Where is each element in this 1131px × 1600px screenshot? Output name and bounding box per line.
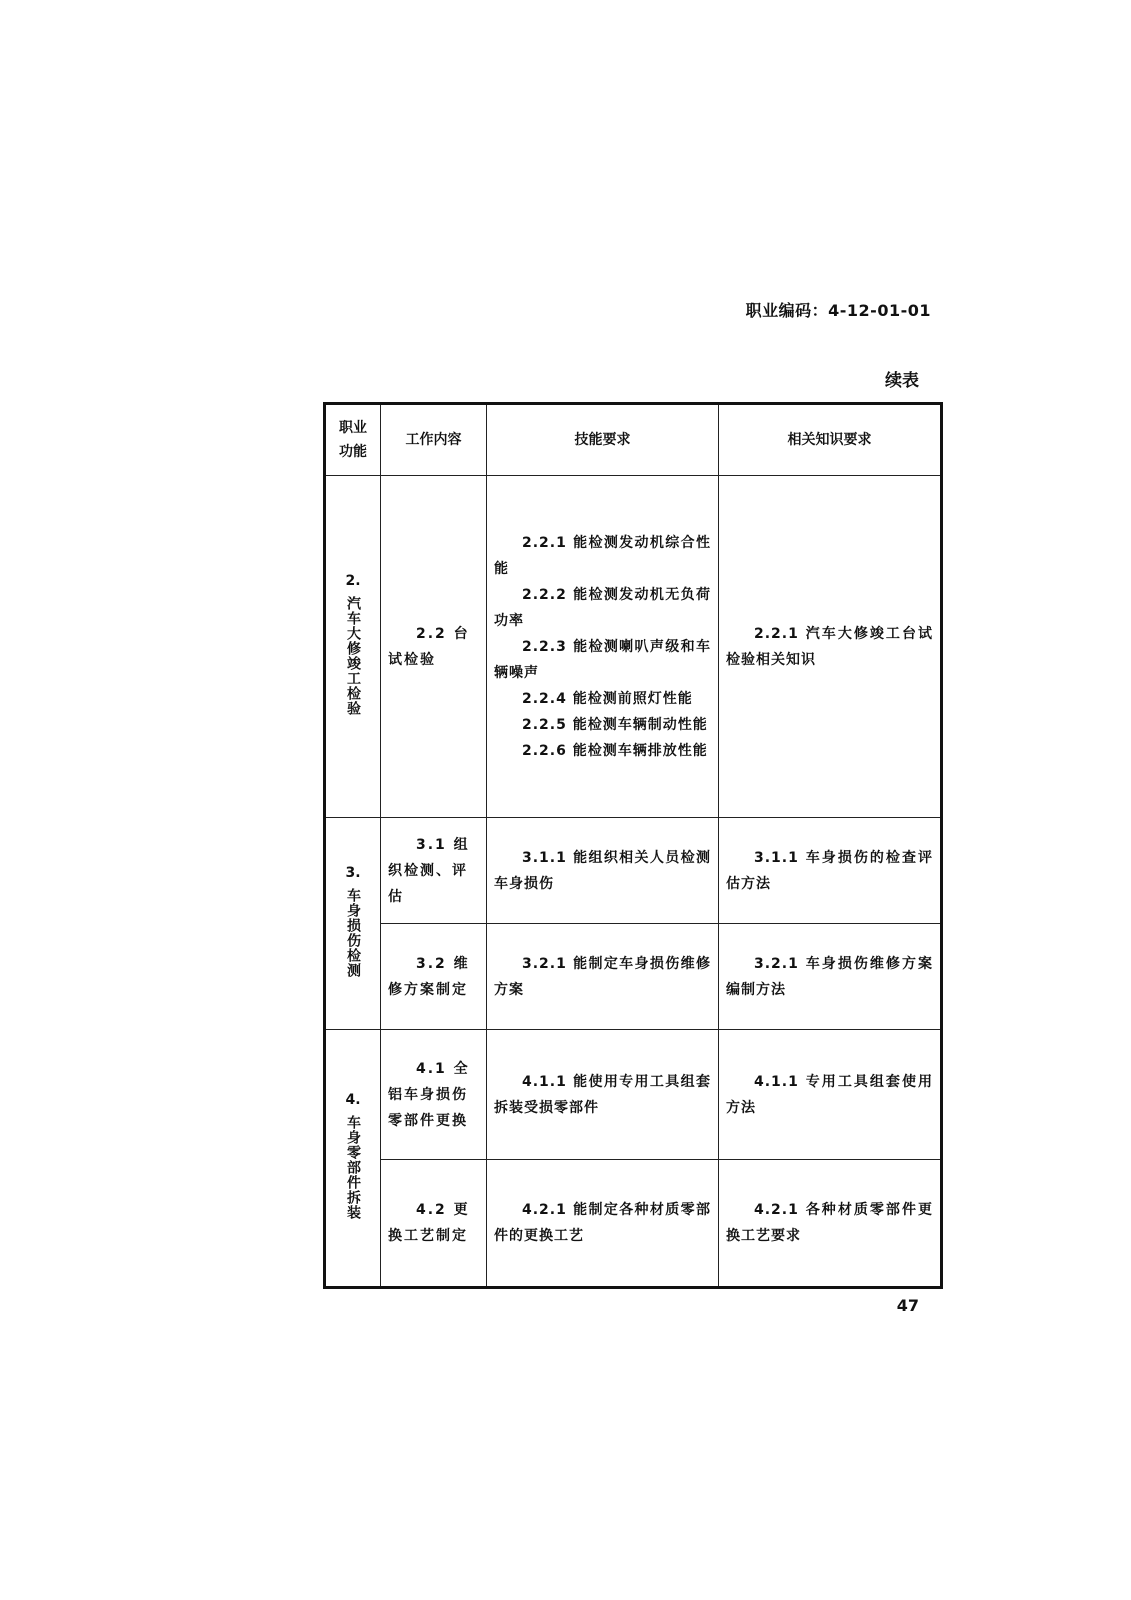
header-work: 工作内容 [381,404,487,476]
function-number: 2. [345,573,361,589]
table-row [325,1030,942,1160]
skill-item: 3.1.1 能组织相关人员检测车身损伤 [494,849,711,892]
skill-item: 2.2.1 能检测发动机综合性能 [494,534,711,577]
skills-table [323,402,943,1289]
work-text: 4.1 全铝车身损伤零部件更换 [388,1060,470,1129]
knowledge-item: 3.1.1 车身损伤的检查评估方法 [726,849,933,892]
knowledge-cell [719,1030,942,1160]
table-header-row [325,404,942,476]
skill-item: 3.2.1 能制定车身损伤维修方案 [494,955,711,998]
skill-item: 2.2.4 能检测前照灯性能 [522,690,693,707]
function-number: 4. [345,1092,361,1108]
continued-label: 续表 [885,371,919,391]
skills-cell [487,1160,719,1288]
skills-cell [487,1030,719,1160]
occupation-code: 职业编码：4-12-01-01 [745,301,931,320]
work-text: 3.2 维修方案制定 [388,955,470,998]
function-name: 汽车大修竣工检验 [345,596,361,716]
work-text: 2.2 台试检验 [388,625,470,668]
header-knowledge: 相关知识要求 [719,404,942,476]
skills-cell [487,818,719,924]
knowledge-item: 2.2.1 汽车大修竣工台试检验相关知识 [726,625,933,668]
skill-item: 2.2.2 能检测发动机无负荷功率 [494,586,711,629]
table-row [325,818,942,924]
knowledge-item: 4.1.1 专用工具组套使用方法 [726,1073,933,1116]
work-cell [381,476,487,818]
knowledge-cell [719,818,942,924]
knowledge-item: 4.2.1 各种材质零部件更换工艺要求 [726,1202,933,1244]
function-cell [325,818,381,1030]
work-cell [381,924,487,1030]
skill-item: 4.1.1 能使用专用工具组套拆装受损零部件 [494,1073,711,1116]
knowledge-cell [719,924,942,1030]
page-number: 47 [896,1296,919,1315]
work-cell [381,1160,487,1288]
skill-item: 4.2.1 能制定各种材质零部件的更换工艺 [494,1202,711,1244]
header-function: 职业功能 [325,404,381,476]
work-cell [381,1030,487,1160]
table-row [325,1160,942,1288]
function-cell [325,1030,381,1288]
knowledge-item: 3.2.1 车身损伤维修方案编制方法 [726,955,933,998]
function-name: 车身损伤检测 [345,888,361,978]
function-cell [325,476,381,818]
skill-item: 2.2.3 能检测喇叭声级和车辆噪声 [494,638,711,681]
knowledge-cell [719,476,942,818]
table-row [325,476,942,818]
skill-item: 2.2.5 能检测车辆制动性能 [522,716,708,733]
function-name: 车身零部件拆装 [345,1115,361,1220]
function-number: 3. [345,865,361,881]
work-cell [381,818,487,924]
work-text: 4.2 更换工艺制定 [388,1202,470,1244]
skill-item: 2.2.6 能检测车辆排放性能 [522,742,708,759]
skills-cell [487,476,719,818]
work-text: 3.1 组织检测、评估 [388,836,470,905]
table-row [325,924,942,1030]
skills-cell [487,924,719,1030]
header-skills: 技能要求 [487,404,719,476]
knowledge-cell [719,1160,942,1288]
